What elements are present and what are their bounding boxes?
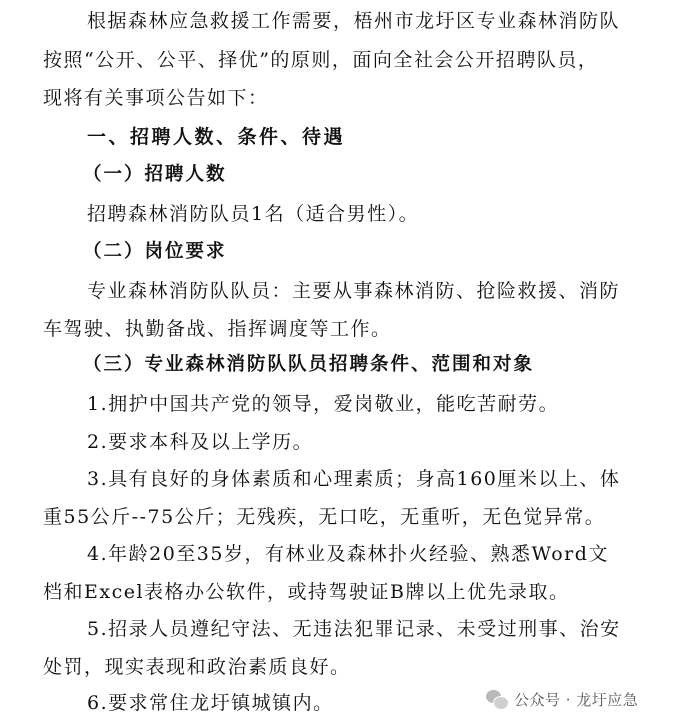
watermark <box>486 686 638 712</box>
paragraph-line <box>87 201 419 227</box>
paragraph-line <box>43 504 605 530</box>
heading-text: （一）招聘人数 <box>83 164 227 185</box>
text-line: 2.要求本科及以上学历。 <box>87 431 314 453</box>
paragraph-line <box>43 316 392 342</box>
list-item <box>87 541 631 567</box>
text-line: 重55公斤--75公斤；无残疾，无口吃，无重听，无色觉异常。 <box>43 506 606 528</box>
subsection-heading <box>83 352 534 378</box>
subsection-heading <box>83 162 227 188</box>
paragraph-line <box>43 47 631 73</box>
list-item <box>87 690 334 716</box>
text-line: 车驾驶、执勤备战、指挥调度等工作。 <box>43 318 392 340</box>
text-line: 5.招录人员遵纪守法、无违法犯罪记录、未受过刑事、治安 <box>87 618 621 640</box>
paragraph-line <box>43 579 570 605</box>
subsection-heading <box>83 239 227 265</box>
list-item <box>87 391 559 417</box>
text-line: 按照“公开、公平、择优”的原则，面向全社会公开招聘队员， <box>43 49 599 71</box>
heading-text: （二）岗位要求 <box>83 241 227 262</box>
wechat-icon <box>486 688 508 710</box>
paragraph-line <box>87 278 631 304</box>
paragraph-line <box>43 85 269 111</box>
heading-text: （三）专业森林消防队队员招聘条件、范围和对象 <box>83 354 535 375</box>
text-line: 档和Excel表格办公软件，或持驾驶证B牌以上优先录取。 <box>43 581 570 603</box>
text-line: 处罚，现实表现和政治素质良好。 <box>43 656 351 678</box>
list-item <box>87 466 631 492</box>
text-line: 3.具有良好的身体素质和心理素质；身高160厘米以上、体 <box>87 468 621 490</box>
text-line: 现将有关事项公告如下： <box>43 87 269 109</box>
paragraph-line <box>87 8 631 34</box>
heading-text: 一、招聘人数、条件、待遇 <box>87 126 346 148</box>
text-line: 4.年龄20至35岁，有林业及森林扑火经验、熟悉Word文 <box>87 543 609 565</box>
list-item <box>87 429 313 455</box>
text-line: 专业森林消防队队员：主要从事森林消防、抢险救援、消防 <box>87 280 621 302</box>
text-line: 根据森林应急救援工作需要，梧州市龙圩区专业森林消防队 <box>87 10 621 32</box>
text-line: 6.要求常住龙圩镇城镇内。 <box>87 692 334 714</box>
text-line: 招聘森林消防队员1名（适合男性）。 <box>87 203 420 225</box>
section-heading <box>87 124 345 150</box>
paragraph-line <box>43 654 351 680</box>
watermark-text: 公众号 · 龙圩应急 <box>514 690 639 709</box>
list-item <box>87 616 631 642</box>
text-line: 1.拥护中国共产党的领导，爱岗敬业，能吃苦耐劳。 <box>87 393 560 415</box>
